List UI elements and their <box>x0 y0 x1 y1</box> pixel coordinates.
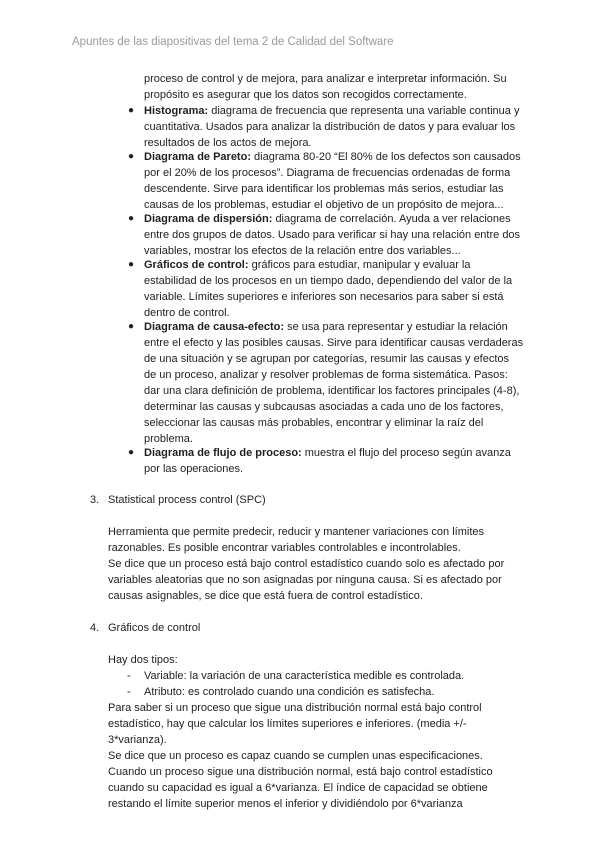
item-line: por las operaciones. <box>144 463 244 475</box>
item-term: Gráficos de control: <box>144 259 249 271</box>
section-number: 4. <box>90 622 100 634</box>
paragraph-line: cuando su capacidad es igual a 6*varianza. El índice de capacidad se obtiene <box>108 782 488 794</box>
paragraph-line: causas asignables, se dice que está fuera de control estadístico. <box>108 590 423 602</box>
paragraph-line: razonables. Es posible encontrar variables controlables e incontrolables. <box>108 542 461 554</box>
section-heading: Gráficos de control <box>108 622 201 634</box>
bullet-icon: ● <box>128 447 135 458</box>
paragraph-line: Para saber si un proceso que sigue una distribución normal está bajo control <box>108 702 482 714</box>
item-line: dentro de control. <box>144 307 230 319</box>
paragraph-line: Se dice que un proceso está bajo control estadístico cuando solo es afectado por <box>108 558 505 570</box>
bullet-icon: ● <box>128 321 135 332</box>
item-line: de una situación y se agrupan por categorías, resumir las causas y efectos <box>144 353 510 365</box>
list-item <box>144 445 511 461</box>
paragraph-line: Se dice que un proceso es capaz cuando se cumplen unas especificaciones. <box>108 750 483 762</box>
list-item: Atributo: es controlado cuando una condición es satisfecha. <box>144 686 435 698</box>
paragraph-line: Hay dos tipos: <box>108 654 178 666</box>
item-text: se usa para representar y estudiar la relación <box>287 321 508 333</box>
item-text: diagrama 80-20 “El 80% de los defectos son causados <box>254 151 521 163</box>
item-line: resultados de los actos de mejora. <box>144 137 312 149</box>
paragraph-line: 3*varianza). <box>108 734 167 746</box>
bullet-icon: ● <box>128 151 135 162</box>
item-term: Diagrama de dispersión: <box>144 213 273 225</box>
page-header: Apuntes de las diapositivas del tema 2 de Calidad del Software <box>72 36 394 48</box>
section-heading: Statistical process control (SPC) <box>108 494 266 506</box>
item-term: Diagrama de Pareto: <box>144 151 251 163</box>
item-line: descendente. Sirve para identificar los problemas más serios, estudiar las <box>144 183 504 195</box>
list-item <box>144 149 521 165</box>
item-text: diagrama de correlación. Ayuda a ver relaciones <box>275 213 511 225</box>
list-item <box>144 211 511 227</box>
item-term: Histograma: <box>144 105 209 117</box>
paragraph-line: estadístico, hay que calcular los límites superiores e inferiores. (media +/- <box>108 718 467 730</box>
item-line: problema. <box>144 433 193 445</box>
intro-line: propósito es asegurar que los datos son recogidos correctamente. <box>144 89 467 101</box>
item-line: causas de los problemas, estudiar el objetivo de un propósito de mejora... <box>144 199 504 211</box>
item-text: gráficos para estudiar, manipular y evaluar la <box>251 259 471 271</box>
item-line: variable. Límites superiores e inferiores son necesarios para saber si está <box>144 291 504 303</box>
paragraph-line: restando el límite superior menos el inferior y dividiéndolo por 6*varianza <box>108 798 463 810</box>
item-term: Diagrama de flujo de proceso: <box>144 447 302 459</box>
item-line: de un proceso, analizar y resolver problemas de forma sistemática. Pasos: <box>144 369 508 381</box>
item-line: entre dos grupos de datos. Usado para verificar si hay una relación entre dos <box>144 229 521 241</box>
list-item <box>144 103 519 119</box>
item-term: Diagrama de causa-efecto: <box>144 321 284 333</box>
paragraph-line: Herramienta que permite predecir, reducir y mantener variaciones con límites <box>108 526 484 538</box>
dash-marker: - <box>127 670 131 682</box>
paragraph-line: variables aleatorias que no son asignadas por ninguna causa. Si es afectado por <box>108 574 502 586</box>
bullet-icon: ● <box>128 105 135 116</box>
item-line: cuantitativa. Usados para analizar la distribución de datos y para evaluar los <box>144 121 516 133</box>
intro-line: proceso de control y de mejora, para analizar e interpretar información. Su <box>144 73 507 85</box>
list-item <box>144 257 471 273</box>
item-line: determinar las causas y subcausas asociadas a cada uno de los factores, <box>144 401 504 413</box>
paragraph-line: Cuando un proceso sigue una distribución normal, está bajo control estadístico <box>108 766 493 778</box>
item-line: por el 20% de los procesos”. Diagrama de frecuencias ordenadas de forma <box>144 167 511 179</box>
item-line: seleccionar las causas más probables, encontrar y eliminar la raíz del <box>144 417 484 429</box>
bullet-icon: ● <box>128 213 135 224</box>
item-text: muestra el flujo del proceso según avanza <box>304 447 511 459</box>
bullet-icon: ● <box>128 259 135 270</box>
item-line: dar una clara definición de problema, identificar los factores principales (4-8), <box>144 385 520 397</box>
item-line: entre el efecto y las posibles causas. Sirve para identificar causas verdaderas <box>144 337 524 349</box>
item-line: estabilidad de los procesos en un tiempo dado, dependiendo del valor de la <box>144 275 513 287</box>
list-item: Variable: la variación de una característica medible es controlada. <box>144 670 465 682</box>
dash-marker: - <box>127 686 131 698</box>
list-item <box>144 319 508 335</box>
section-number: 3. <box>90 494 100 506</box>
item-text: diagrama de frecuencia que representa una variable continua y <box>211 105 520 117</box>
item-line: variables, mostrar los efectos de la relación entre dos variables... <box>144 245 461 257</box>
